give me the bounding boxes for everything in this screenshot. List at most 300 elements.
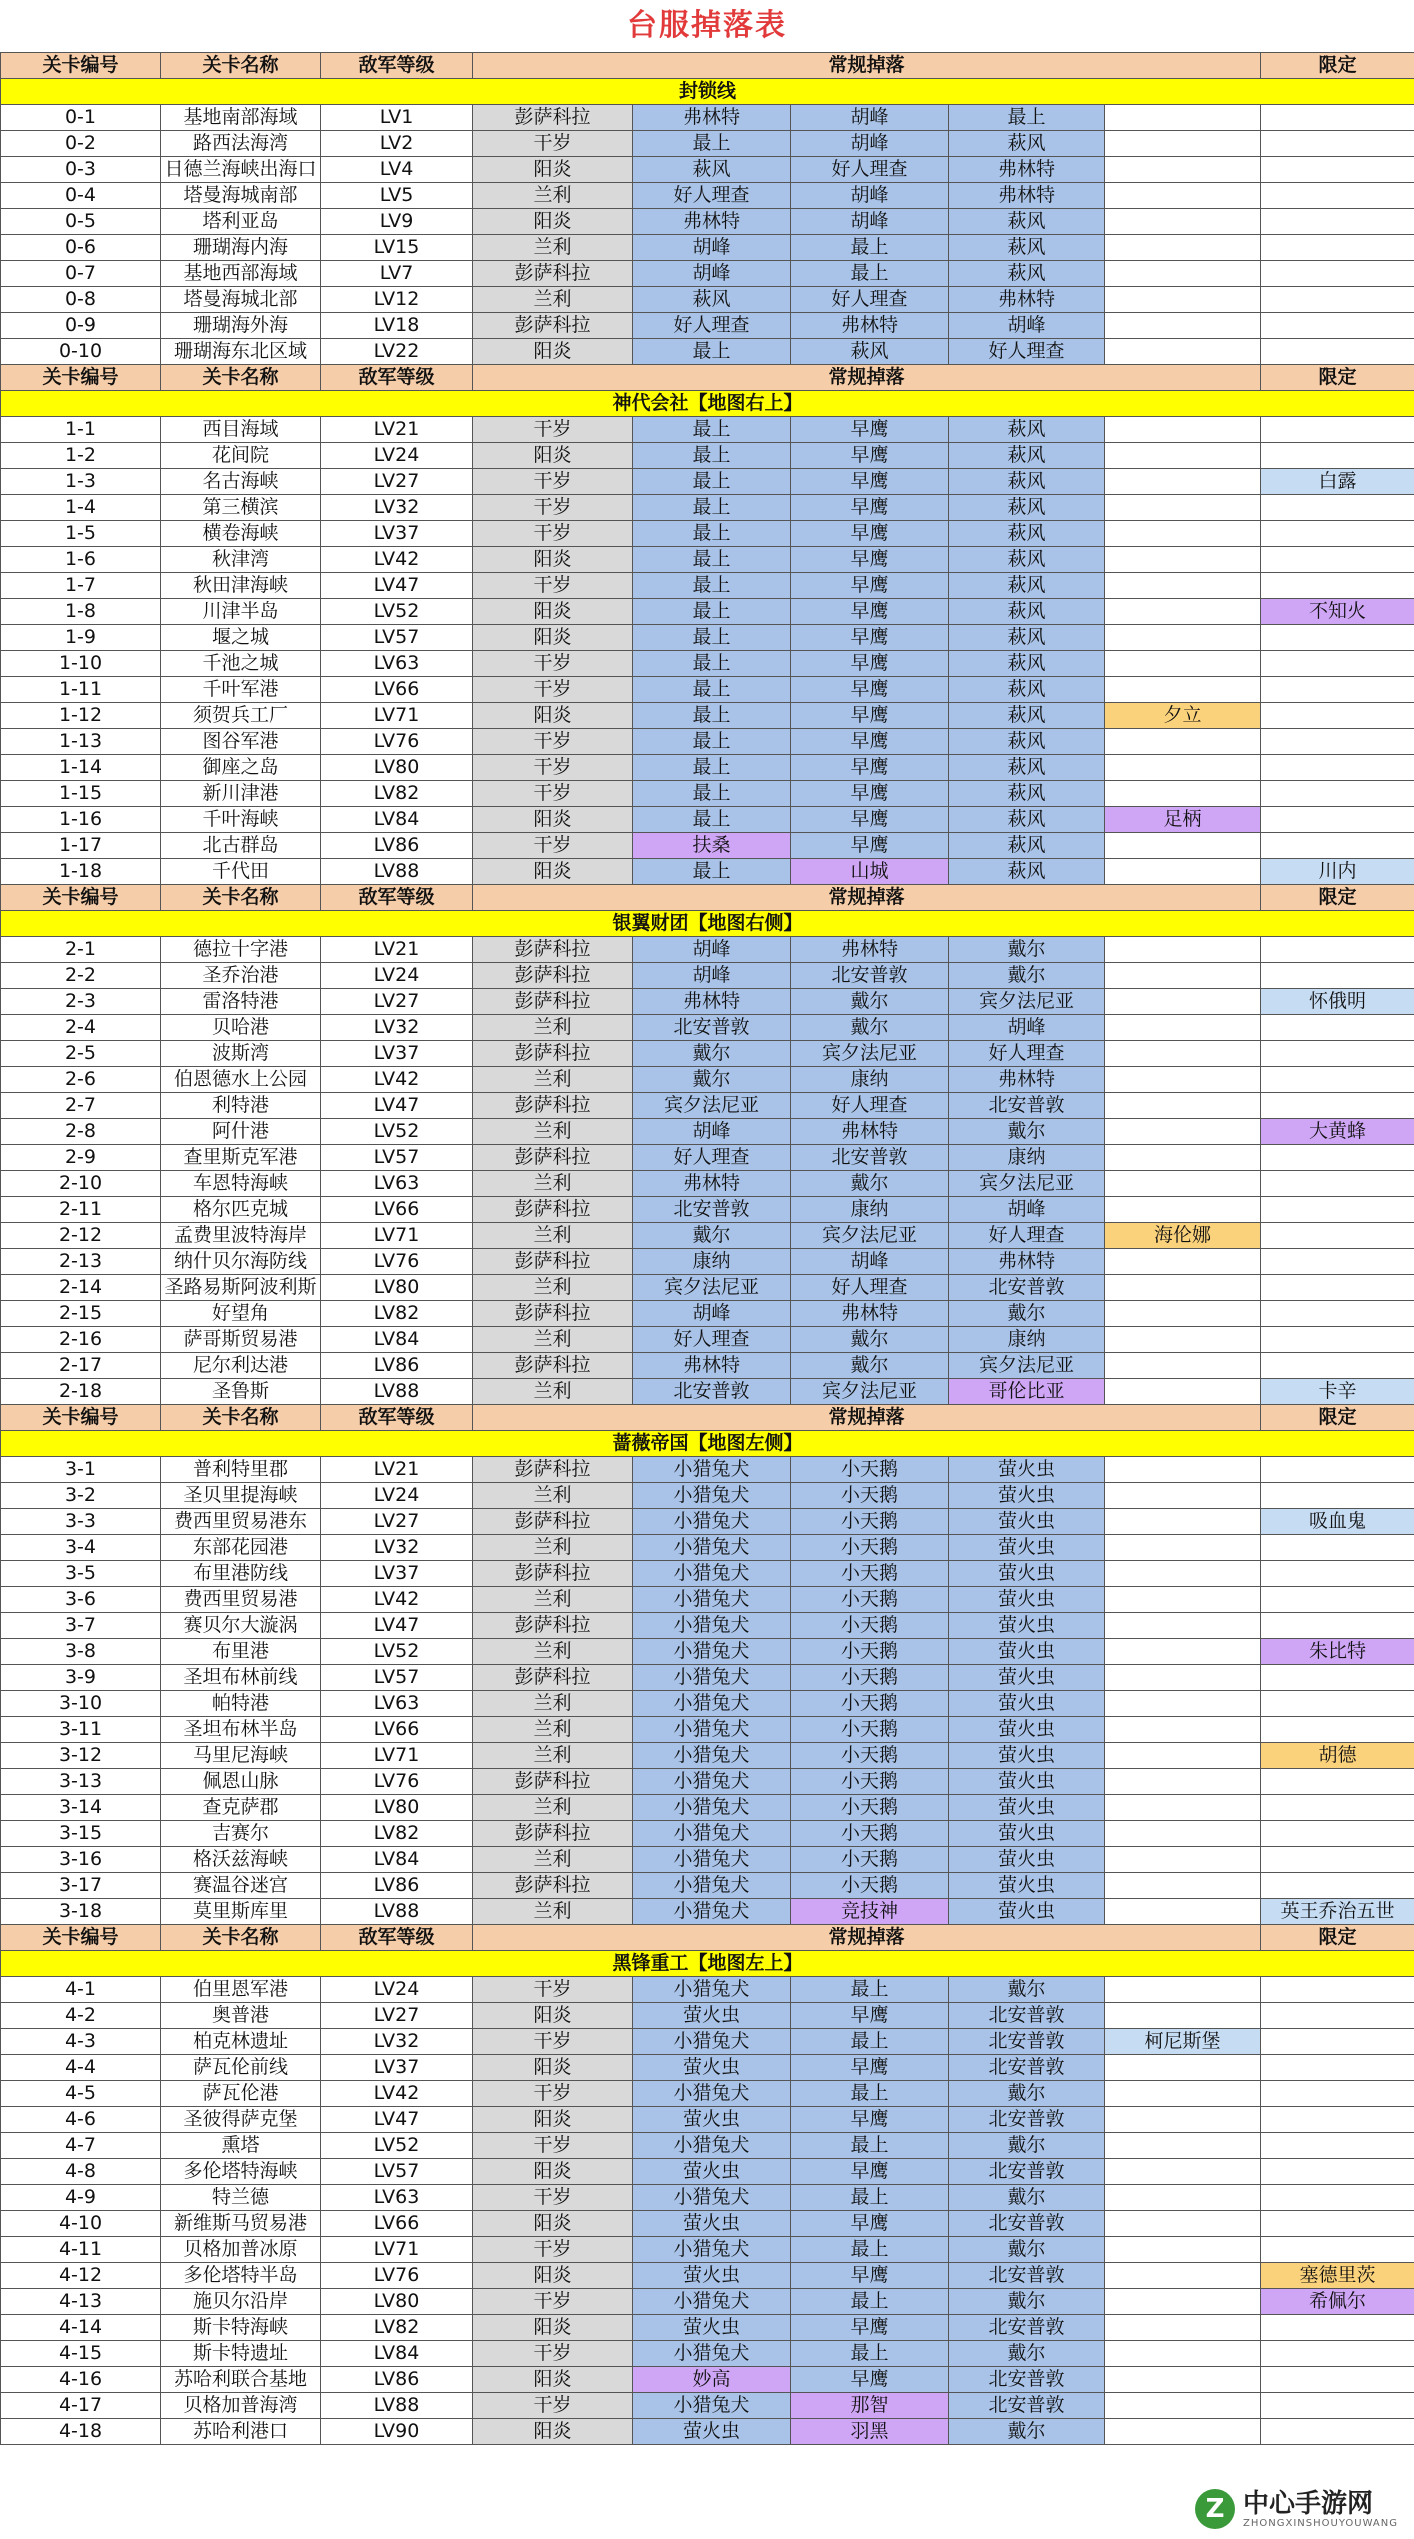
drop-enemy: 阳炎 [473, 859, 633, 885]
drop-cell [1105, 183, 1261, 209]
enemy-level: LV21 [321, 937, 473, 963]
limited-cell [1261, 1041, 1414, 1067]
stage-id: 0-3 [1, 157, 161, 183]
drop-cell: 萩风 [949, 521, 1105, 547]
table-row [1, 1795, 1414, 1821]
drop-cell [1105, 1379, 1261, 1405]
stage-id: 4-5 [1, 2081, 161, 2107]
enemy-level: LV32 [321, 1535, 473, 1561]
table-row [1, 157, 1414, 183]
limited-cell [1261, 2081, 1414, 2107]
enemy-level: LV84 [321, 2341, 473, 2367]
table-header-row [1, 885, 1414, 911]
limited-cell: 希佩尔 [1261, 2289, 1414, 2315]
drop-cell: 戴尔 [949, 2081, 1105, 2107]
drop-cell: 北安普敦 [949, 2393, 1105, 2419]
drop-cell: 胡峰 [633, 261, 791, 287]
stage-name: 熏塔 [161, 2133, 321, 2159]
drop-enemy: 彭萨科拉 [473, 989, 633, 1015]
drop-cell: 萤火虫 [949, 1899, 1105, 1925]
drop-cell: 北安普敦 [949, 1275, 1105, 1301]
drop-enemy: 阳炎 [473, 2315, 633, 2341]
drop-cell: 早鹰 [791, 495, 949, 521]
watermark-sub: ZHONGXINSHOUYOUWANG [1243, 2517, 1398, 2529]
col-header-level: 敌军等级 [321, 885, 473, 911]
drop-enemy: 阳炎 [473, 703, 633, 729]
drop-cell: 北安普敦 [949, 2003, 1105, 2029]
drop-enemy: 阳炎 [473, 625, 633, 651]
enemy-level: LV66 [321, 2211, 473, 2237]
stage-name: 基地西部海域 [161, 261, 321, 287]
drop-cell: 戴尔 [633, 1041, 791, 1067]
stage-name: 赛贝尔大漩涡 [161, 1613, 321, 1639]
table-row [1, 521, 1414, 547]
drop-cell [1105, 1301, 1261, 1327]
stage-id: 4-1 [1, 1977, 161, 2003]
drop-cell: 小猎兔犬 [633, 1535, 791, 1561]
stage-id: 4-9 [1, 2185, 161, 2211]
col-header-id: 关卡编号 [1, 1405, 161, 1431]
stage-name: 多伦塔特半岛 [161, 2263, 321, 2289]
table-row [1, 1093, 1414, 1119]
limited-cell: 朱比特 [1261, 1639, 1414, 1665]
drop-cell: 足柄 [1105, 807, 1261, 833]
drop-cell [1105, 1327, 1261, 1353]
drop-cell: 戴尔 [949, 2419, 1105, 2445]
enemy-level: LV66 [321, 1197, 473, 1223]
stage-name: 路西法海湾 [161, 131, 321, 157]
drop-enemy: 彭萨科拉 [473, 1457, 633, 1483]
stage-name: 圣坦布林半岛 [161, 1717, 321, 1743]
drop-enemy: 彭萨科拉 [473, 1821, 633, 1847]
stage-name: 普利特里郡 [161, 1457, 321, 1483]
col-header-name: 关卡名称 [161, 365, 321, 391]
drop-cell: 萩风 [949, 755, 1105, 781]
limited-cell [1261, 963, 1414, 989]
enemy-level: LV57 [321, 2159, 473, 2185]
limited-cell [1261, 1587, 1414, 1613]
limited-cell: 白露 [1261, 469, 1414, 495]
stage-id: 4-17 [1, 2393, 161, 2419]
table-row [1, 2185, 1414, 2211]
table-row [1, 1587, 1414, 1613]
drop-cell: 胡峰 [949, 1197, 1105, 1223]
stage-name: 西目海域 [161, 417, 321, 443]
drop-cell: 萩风 [949, 781, 1105, 807]
drop-cell: 胡峰 [633, 235, 791, 261]
drop-cell: 萤火虫 [949, 1561, 1105, 1587]
limited-cell [1261, 313, 1414, 339]
drop-cell: 萩风 [949, 443, 1105, 469]
drop-cell: 小天鹅 [791, 1587, 949, 1613]
drop-cell: 萤火虫 [949, 1821, 1105, 1847]
stage-id: 2-13 [1, 1249, 161, 1275]
limited-cell [1261, 2211, 1414, 2237]
col-header-drops: 常规掉落 [473, 365, 1261, 391]
drop-enemy: 彭萨科拉 [473, 1769, 633, 1795]
enemy-level: LV84 [321, 1327, 473, 1353]
enemy-level: LV27 [321, 1509, 473, 1535]
limited-cell [1261, 1769, 1414, 1795]
stage-id: 3-15 [1, 1821, 161, 1847]
table-row [1, 2133, 1414, 2159]
drop-cell [1105, 1743, 1261, 1769]
drop-cell: 好人理查 [791, 1093, 949, 1119]
limited-cell [1261, 755, 1414, 781]
drop-enemy: 兰利 [473, 1899, 633, 1925]
drop-cell: 戴尔 [633, 1067, 791, 1093]
drop-cell: 最上 [791, 2029, 949, 2055]
drop-cell: 弗林特 [633, 209, 791, 235]
drop-cell: 萤火虫 [949, 1483, 1105, 1509]
drop-cell: 好人理查 [949, 339, 1105, 365]
stage-name: 圣彼得萨克堡 [161, 2107, 321, 2133]
drop-cell [1105, 2419, 1261, 2445]
table-row [1, 209, 1414, 235]
enemy-level: LV66 [321, 677, 473, 703]
table-row [1, 469, 1414, 495]
drop-cell [1105, 1041, 1261, 1067]
drop-cell: 最上 [633, 781, 791, 807]
drop-cell: 戴尔 [949, 1977, 1105, 2003]
stage-name: 堰之城 [161, 625, 321, 651]
stage-id: 3-4 [1, 1535, 161, 1561]
drop-cell: 宾夕法尼亚 [949, 1171, 1105, 1197]
col-header-id: 关卡编号 [1, 885, 161, 911]
enemy-level: LV82 [321, 781, 473, 807]
enemy-level: LV76 [321, 1769, 473, 1795]
stage-name: 贝格加普海湾 [161, 2393, 321, 2419]
drop-cell [1105, 2055, 1261, 2081]
drop-cell [1105, 1717, 1261, 1743]
page-title: 台服掉落表 [627, 8, 787, 43]
enemy-level: LV4 [321, 157, 473, 183]
drop-cell: 戴尔 [949, 2289, 1105, 2315]
table-row [1, 2393, 1414, 2419]
enemy-level: LV12 [321, 287, 473, 313]
col-header-id: 关卡编号 [1, 1925, 161, 1951]
drop-enemy: 兰利 [473, 1535, 633, 1561]
drop-cell: 弗林特 [633, 1171, 791, 1197]
drop-enemy: 阳炎 [473, 2367, 633, 2393]
limited-cell: 卡辛 [1261, 1379, 1414, 1405]
drop-cell: 早鹰 [791, 2159, 949, 2185]
drop-enemy: 彭萨科拉 [473, 1145, 633, 1171]
limited-cell: 塞德里茨 [1261, 2263, 1414, 2289]
stage-name: 利特港 [161, 1093, 321, 1119]
enemy-level: LV24 [321, 443, 473, 469]
drop-cell: 北安普敦 [949, 2055, 1105, 2081]
drop-enemy: 干岁 [473, 2081, 633, 2107]
enemy-level: LV24 [321, 1483, 473, 1509]
drop-cell [1105, 599, 1261, 625]
enemy-level: LV1 [321, 105, 473, 131]
table-row [1, 1353, 1414, 1379]
drop-enemy: 彭萨科拉 [473, 1873, 633, 1899]
drop-cell: 小天鹅 [791, 1535, 949, 1561]
drop-enemy: 兰利 [473, 1119, 633, 1145]
stage-name: 北古群岛 [161, 833, 321, 859]
enemy-level: LV24 [321, 963, 473, 989]
table-row [1, 2289, 1414, 2315]
drop-enemy: 阳炎 [473, 339, 633, 365]
drop-cell: 哥伦比亚 [949, 1379, 1105, 1405]
table-row [1, 2107, 1414, 2133]
enemy-level: LV90 [321, 2419, 473, 2445]
limited-cell [1261, 235, 1414, 261]
drop-cell: 小天鹅 [791, 1483, 949, 1509]
drop-cell: 康纳 [791, 1197, 949, 1223]
enemy-level: LV84 [321, 1847, 473, 1873]
stage-name: 千代田 [161, 859, 321, 885]
drop-cell: 竞技神 [791, 1899, 949, 1925]
drop-enemy: 彭萨科拉 [473, 1301, 633, 1327]
limited-cell [1261, 2133, 1414, 2159]
stage-name: 布里港防线 [161, 1561, 321, 1587]
stage-name: 特兰德 [161, 2185, 321, 2211]
stage-name: 秋田津海峡 [161, 573, 321, 599]
stage-id: 3-5 [1, 1561, 161, 1587]
limited-cell [1261, 1457, 1414, 1483]
stage-name: 塔利亚岛 [161, 209, 321, 235]
drop-cell: 北安普敦 [633, 1379, 791, 1405]
drop-cell: 戴尔 [949, 2237, 1105, 2263]
stage-id: 3-14 [1, 1795, 161, 1821]
drop-cell [1105, 1587, 1261, 1613]
stage-id: 3-10 [1, 1691, 161, 1717]
drop-enemy: 兰利 [473, 1795, 633, 1821]
enemy-level: LV37 [321, 1041, 473, 1067]
stage-name: 贝哈港 [161, 1015, 321, 1041]
col-header-level: 敌军等级 [321, 53, 473, 79]
drop-enemy: 彭萨科拉 [473, 261, 633, 287]
limited-cell [1261, 1483, 1414, 1509]
table-row [1, 859, 1414, 885]
stage-id: 3-2 [1, 1483, 161, 1509]
drop-cell [1105, 1561, 1261, 1587]
stage-id: 0-2 [1, 131, 161, 157]
drop-enemy: 干岁 [473, 521, 633, 547]
enemy-level: LV71 [321, 1223, 473, 1249]
drop-cell [1105, 1613, 1261, 1639]
stage-id: 3-9 [1, 1665, 161, 1691]
stage-id: 2-11 [1, 1197, 161, 1223]
drop-cell: 小猎兔犬 [633, 2133, 791, 2159]
enemy-level: LV27 [321, 989, 473, 1015]
table-row [1, 261, 1414, 287]
limited-cell [1261, 1327, 1414, 1353]
drop-cell [1105, 1275, 1261, 1301]
drop-cell: 早鹰 [791, 703, 949, 729]
drop-enemy: 彭萨科拉 [473, 1561, 633, 1587]
drop-enemy: 彭萨科拉 [473, 1509, 633, 1535]
drop-enemy: 兰利 [473, 1691, 633, 1717]
drop-cell: 小猎兔犬 [633, 2185, 791, 2211]
col-header-level: 敌军等级 [321, 1925, 473, 1951]
limited-cell [1261, 1717, 1414, 1743]
drop-cell: 北安普敦 [949, 1093, 1105, 1119]
drop-cell: 小猎兔犬 [633, 1639, 791, 1665]
drop-cell: 弗林特 [791, 313, 949, 339]
drop-cell: 小猎兔犬 [633, 1795, 791, 1821]
drop-cell: 宾夕法尼亚 [791, 1041, 949, 1067]
drop-cell: 戴尔 [949, 2185, 1105, 2211]
drop-cell: 小天鹅 [791, 1561, 949, 1587]
drop-enemy: 干岁 [473, 2341, 633, 2367]
stage-name: 萨瓦伦前线 [161, 2055, 321, 2081]
section-row [1, 79, 1414, 105]
drop-cell: 萤火虫 [949, 1717, 1105, 1743]
drop-cell [1105, 417, 1261, 443]
drop-cell: 好人理查 [633, 183, 791, 209]
stage-id: 0-6 [1, 235, 161, 261]
enemy-level: LV32 [321, 2029, 473, 2055]
stage-id: 4-14 [1, 2315, 161, 2341]
limited-cell [1261, 2055, 1414, 2081]
drop-cell: 戴尔 [633, 1223, 791, 1249]
drop-cell: 小猎兔犬 [633, 1977, 791, 2003]
drop-cell: 胡峰 [791, 105, 949, 131]
drop-cell: 最上 [791, 1977, 949, 2003]
col-header-limited: 限定 [1261, 885, 1414, 911]
stage-name: 塔曼海城南部 [161, 183, 321, 209]
table-row [1, 1197, 1414, 1223]
limited-cell [1261, 1249, 1414, 1275]
drop-cell: 早鹰 [791, 651, 949, 677]
drop-cell: 戴尔 [949, 963, 1105, 989]
table-row [1, 1171, 1414, 1197]
stage-id: 1-10 [1, 651, 161, 677]
drop-cell: 胡峰 [791, 1249, 949, 1275]
enemy-level: LV5 [321, 183, 473, 209]
drop-enemy: 兰利 [473, 1587, 633, 1613]
drop-cell: 萩风 [949, 209, 1105, 235]
drop-enemy: 兰利 [473, 1743, 633, 1769]
enemy-level: LV7 [321, 261, 473, 287]
drop-cell: 弗林特 [791, 1301, 949, 1327]
table-row [1, 1509, 1414, 1535]
col-header-limited: 限定 [1261, 365, 1414, 391]
stage-id: 2-1 [1, 937, 161, 963]
drop-cell: 早鹰 [791, 547, 949, 573]
drop-cell: 萩风 [949, 261, 1105, 287]
drop-cell [1105, 625, 1261, 651]
stage-id: 0-1 [1, 105, 161, 131]
drop-enemy: 干岁 [473, 833, 633, 859]
drop-cell: 萩风 [949, 547, 1105, 573]
limited-cell: 大黄蜂 [1261, 1119, 1414, 1145]
drop-cell [1105, 2081, 1261, 2107]
drop-cell [1105, 1483, 1261, 1509]
drop-cell: 早鹰 [791, 2003, 949, 2029]
drop-cell: 萩风 [949, 469, 1105, 495]
limited-cell [1261, 1353, 1414, 1379]
limited-cell [1261, 287, 1414, 313]
drop-cell [1105, 1093, 1261, 1119]
stage-id: 1-8 [1, 599, 161, 625]
limited-cell [1261, 157, 1414, 183]
stage-id: 4-15 [1, 2341, 161, 2367]
col-header-drops: 常规掉落 [473, 1405, 1261, 1431]
drop-cell [1105, 157, 1261, 183]
enemy-level: LV76 [321, 2263, 473, 2289]
section-row [1, 1431, 1414, 1457]
stage-name: 图谷军港 [161, 729, 321, 755]
drop-cell: 早鹰 [791, 521, 949, 547]
stage-id: 1-16 [1, 807, 161, 833]
drop-cell [1105, 1847, 1261, 1873]
drop-cell [1105, 2315, 1261, 2341]
enemy-level: LV52 [321, 1119, 473, 1145]
limited-cell [1261, 2419, 1414, 2445]
table-row [1, 599, 1414, 625]
stage-id: 3-11 [1, 1717, 161, 1743]
col-header-name: 关卡名称 [161, 885, 321, 911]
drop-cell: 小猎兔犬 [633, 2289, 791, 2315]
enemy-level: LV27 [321, 2003, 473, 2029]
drop-cell [1105, 339, 1261, 365]
drop-cell [1105, 261, 1261, 287]
drop-cell: 胡峰 [791, 183, 949, 209]
drop-enemy: 兰利 [473, 1327, 633, 1353]
drop-cell: 最上 [791, 2237, 949, 2263]
stage-name: 圣鲁斯 [161, 1379, 321, 1405]
drop-cell: 胡峰 [791, 209, 949, 235]
drop-cell: 萩风 [791, 339, 949, 365]
drop-cell: 小天鹅 [791, 1457, 949, 1483]
stage-name: 阿什港 [161, 1119, 321, 1145]
stage-id: 1-3 [1, 469, 161, 495]
stage-name: 新川津港 [161, 781, 321, 807]
drop-cell: 最上 [633, 417, 791, 443]
enemy-level: LV86 [321, 1873, 473, 1899]
drop-cell [1105, 833, 1261, 859]
enemy-level: LV82 [321, 2315, 473, 2341]
drop-cell: 宾夕法尼亚 [791, 1223, 949, 1249]
drop-cell: 最上 [949, 105, 1105, 131]
drop-cell: 最上 [633, 755, 791, 781]
stage-name: 圣坦布林前线 [161, 1665, 321, 1691]
stage-id: 1-13 [1, 729, 161, 755]
table-row [1, 2263, 1414, 2289]
enemy-level: LV37 [321, 521, 473, 547]
drop-cell: 最上 [633, 521, 791, 547]
drop-cell: 弗林特 [949, 1067, 1105, 1093]
table-header-row [1, 365, 1414, 391]
drop-cell: 弗林特 [633, 1353, 791, 1379]
enemy-level: LV88 [321, 859, 473, 885]
drop-cell: 最上 [791, 261, 949, 287]
col-header-drops: 常规掉落 [473, 885, 1261, 911]
stage-id: 2-17 [1, 1353, 161, 1379]
drop-cell: 最上 [633, 547, 791, 573]
col-header-name: 关卡名称 [161, 53, 321, 79]
enemy-level: LV47 [321, 1613, 473, 1639]
col-header-limited: 限定 [1261, 1925, 1414, 1951]
stage-name: 马里尼海峡 [161, 1743, 321, 1769]
table-row [1, 131, 1414, 157]
table-row [1, 1327, 1414, 1353]
table-row [1, 2315, 1414, 2341]
drop-enemy: 兰利 [473, 1223, 633, 1249]
enemy-level: LV18 [321, 313, 473, 339]
enemy-level: LV88 [321, 1379, 473, 1405]
drop-cell [1105, 1353, 1261, 1379]
drop-cell: 萤火虫 [633, 2211, 791, 2237]
drop-cell: 北安普敦 [633, 1015, 791, 1041]
table-row [1, 2055, 1414, 2081]
drop-cell [1105, 651, 1261, 677]
